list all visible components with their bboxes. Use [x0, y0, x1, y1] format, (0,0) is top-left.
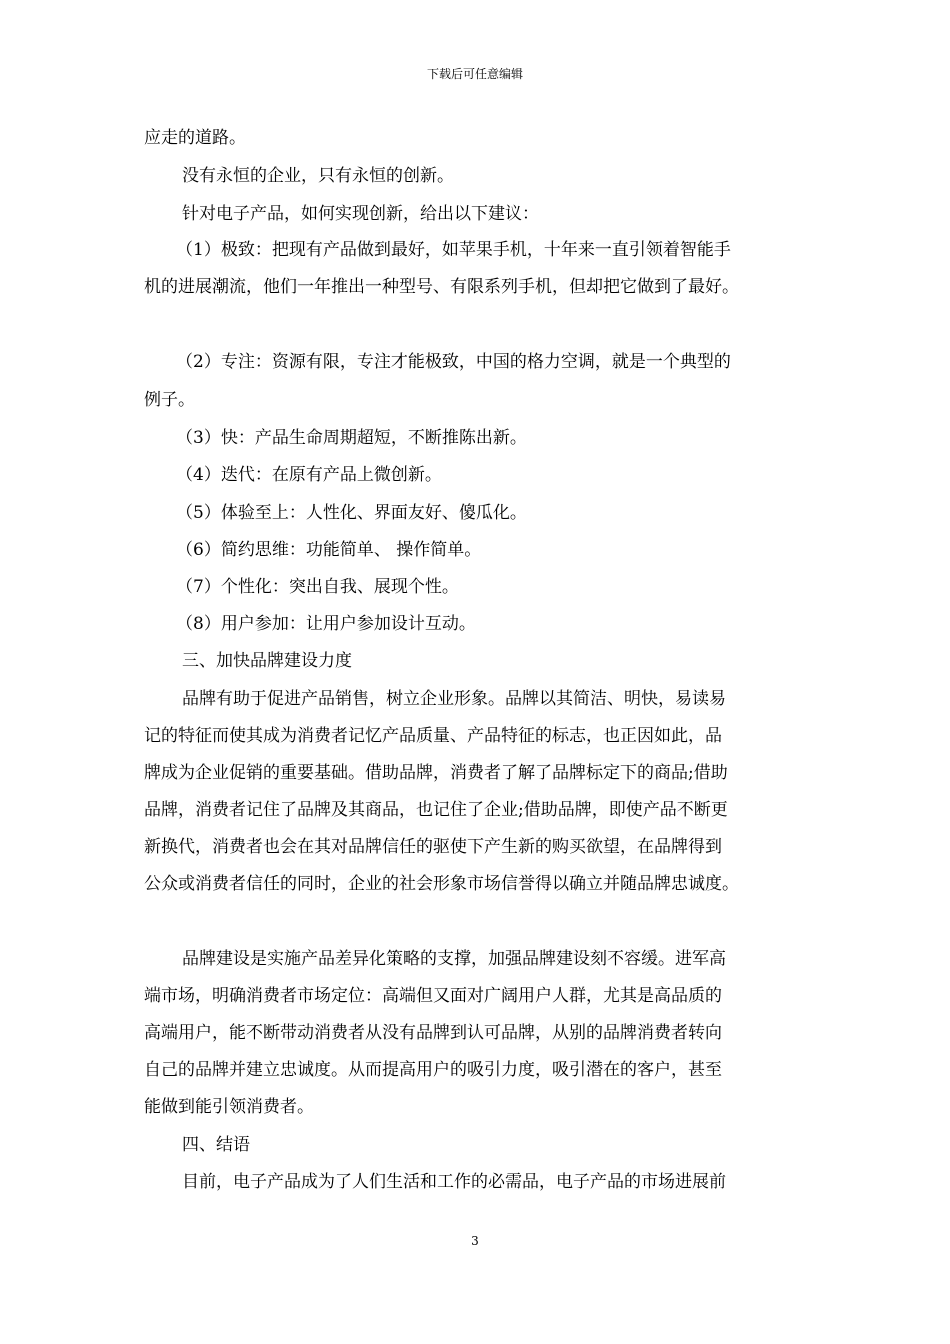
text-line: （4）迭代：在原有产品上微创新。	[176, 465, 442, 485]
text-line: （7）个性化：突出自我、展现个性。	[176, 577, 459, 597]
text-line: 新换代，消费者也会在其对品牌信任的驱使下产生新的购买欲望，在品牌得到	[144, 837, 722, 857]
text-line: 品牌有助于促进产品销售，树立企业形象。品牌以其简洁、明快，易读易	[182, 689, 726, 709]
text-line: 例子。	[144, 390, 195, 410]
text-line: 自己的品牌并建立忠诚度。从而提高用户的吸引力度，吸引潜在的客户，甚至	[144, 1060, 722, 1080]
text-line: 高端用户，能不断带动消费者从没有品牌到认可品牌，从别的品牌消费者转向	[144, 1023, 722, 1043]
text-line: 记的特征而使其成为消费者记忆产品质量、产品特征的标志，也正因如此，品	[144, 726, 722, 746]
text-line: 能做到能引领消费者。	[144, 1097, 314, 1117]
text-line: 端市场，明确消费者市场定位：高端但又面对广阔用户人群，尤其是高品质的	[144, 986, 722, 1006]
text-line: （8）用户参加：让用户参加设计互动。	[176, 614, 476, 634]
section-heading: 四、结语	[182, 1135, 250, 1155]
page-number: 3	[471, 1234, 479, 1248]
section-heading: 三、加快品牌建设力度	[182, 651, 352, 671]
text-line: 目前，电子产品成为了人们生活和工作的必需品，电子产品的市场进展前	[182, 1172, 726, 1192]
text-line: 应走的道路。	[144, 128, 246, 148]
text-line: 牌成为企业促销的重要基础。借助品牌，消费者了解了品牌标定下的商品;借助	[144, 763, 728, 783]
page-header: 下载后可任意编辑	[426, 67, 523, 81]
text-line: （3）快：产品生命周期超短，不断推陈出新。	[176, 428, 527, 448]
text-line: （6）简约思维：功能简单、 操作简单。	[176, 540, 482, 560]
text-line: 针对电子产品，如何实现创新，给出以下建议：	[182, 204, 539, 224]
text-line: 没有永恒的企业，只有永恒的创新。	[182, 166, 454, 186]
text-line: （2）专注：资源有限，专注才能极致，中国的格力空调，就是一个典型的	[176, 352, 731, 372]
text-line: 机的进展潮流，他们一年推出一种型号、有限系列手机，但却把它做到了最好。	[144, 277, 739, 297]
text-line: 公众或消费者信任的同时，企业的社会形象市场信誉得以确立并随品牌忠诚度。	[144, 874, 739, 894]
text-line: （5）体验至上：人性化、界面友好、傻瓜化。	[176, 503, 527, 523]
text-line: 品牌建设是实施产品差异化策略的支撑，加强品牌建设刻不容缓。进军高	[182, 949, 726, 969]
text-line: 品牌，消费者记住了品牌及其商品，也记住了企业;借助品牌，即使产品不断更	[144, 800, 728, 820]
text-line: （1）极致：把现有产品做到最好，如苹果手机，十年来一直引领着智能手	[176, 240, 731, 260]
